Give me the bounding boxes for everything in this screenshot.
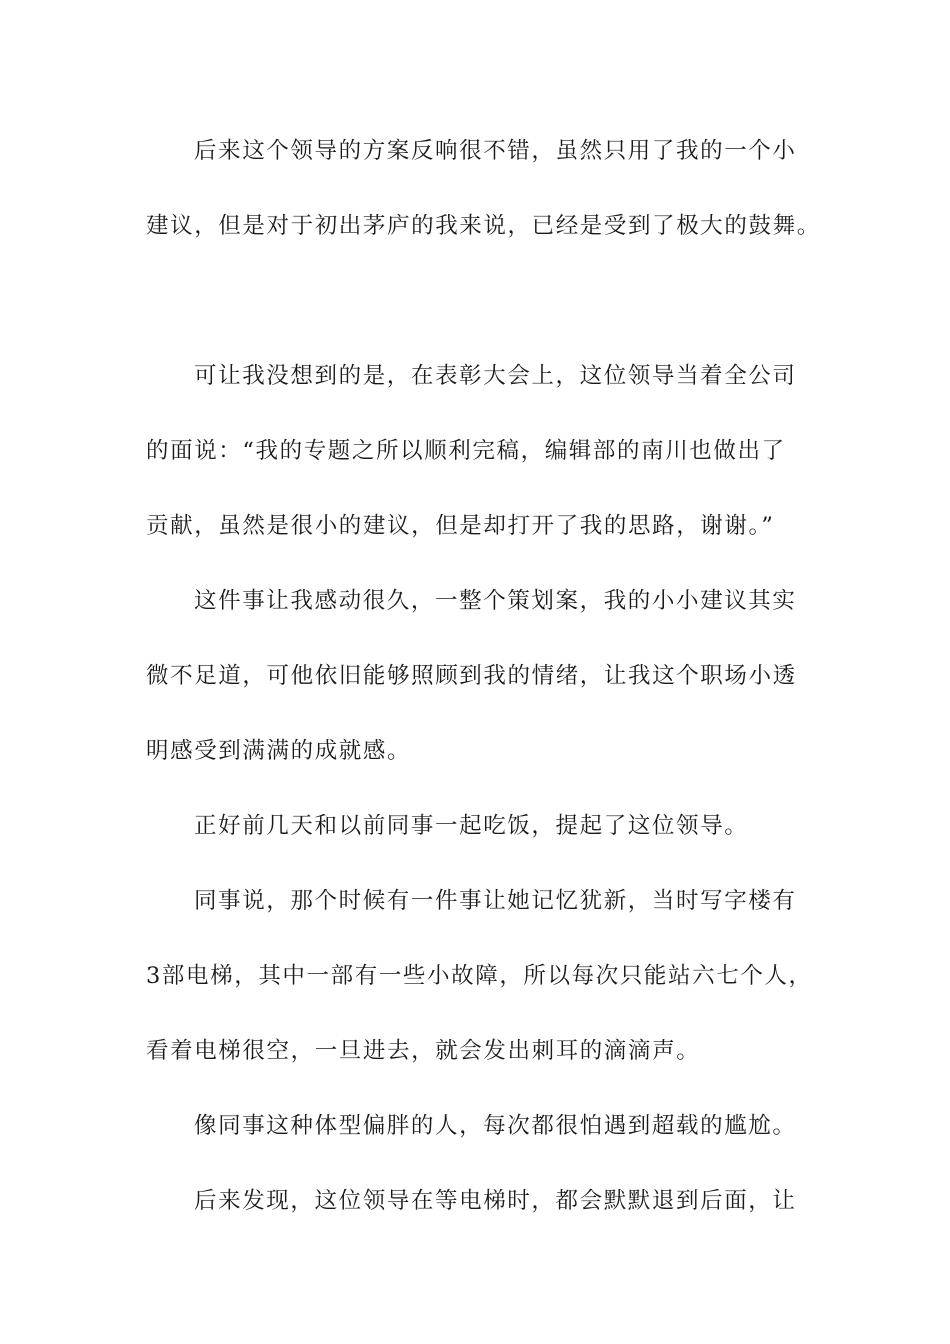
text-line-11: 3部电梯，其中一部有一些小故障，所以每次只能站六七个人， [146,963,813,989]
text-line-12: 看着电梯很空，一旦进去，就会发出刺耳的滴滴声。 [146,1038,701,1064]
text-line-9: 正好前几天和以前同事一起吃饭，提起了这位领导。 [194,813,749,839]
text-line-13: 像同事这种体型偏胖的人，每次都很怕遇到超载的尴尬。 [194,1113,797,1139]
text-line-8: 明感受到满满的成就感。 [146,738,412,764]
text-line-2: 建议，但是对于初出茅庐的我来说，已经是受到了极大的鼓舞。 [146,213,821,239]
text-line-10: 同事说，那个时候有一件事让她记忆犹新，当时写字楼有 [194,888,797,914]
text-line-5: 贡献，虽然是很小的建议，但是却打开了我的思路，谢谢。” [146,513,775,539]
text-line-1: 后来这个领导的方案反响很不错，虽然只用了我的一个小 [194,138,797,164]
text-line-4: 的面说：“我的专题之所以顺利完稿，编辑部的南川也做出了 [146,438,786,464]
text-line-14: 后来发现，这位领导在等电梯时，都会默默退到后面，让 [194,1188,797,1214]
text-line-6: 这件事让我感动很久，一整个策划案，我的小小建议其实 [194,588,797,614]
text-line-7: 微不足道，可他依旧能够照顾到我的情绪，让我这个职场小透 [146,663,797,689]
text-line-3: 可让我没想到的是，在表彰大会上，这位领导当着全公司 [194,363,797,389]
